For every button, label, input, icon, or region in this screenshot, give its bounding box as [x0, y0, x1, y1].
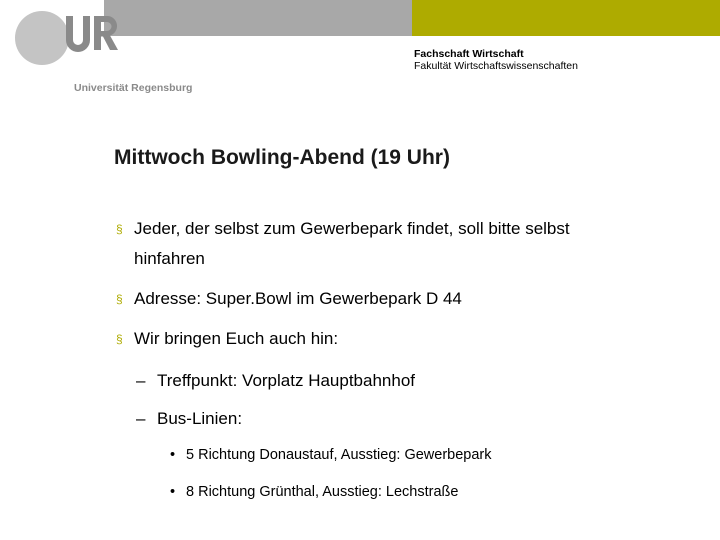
sub-sub-bullet-text: 8 Richtung Grünthal, Ausstieg: Lechstraße — [186, 484, 459, 500]
slide-title: Mittwoch Bowling-Abend (19 Uhr) — [114, 146, 450, 169]
bullet-item — [114, 324, 694, 354]
bullet-item — [114, 284, 694, 314]
sub-bullet-item — [114, 368, 694, 394]
header-line-1: Fachschaft Wirtschaft — [414, 48, 524, 60]
bullet-list — [114, 214, 694, 503]
ur-logo-mark-icon — [14, 6, 124, 76]
header-line-2: Fakultät Wirtschaftswissenschaften — [414, 60, 578, 72]
dot-marker-icon: • — [170, 447, 176, 463]
bullet-text: Wir bringen Euch auch hin: — [134, 329, 339, 348]
bullet-text-continuation: hinfahren — [134, 249, 205, 268]
sub-sub-bullet-item — [114, 481, 694, 503]
bullet-text: Jeder, der selbst zum Gewerbepark findet, soll bitte selbst — [134, 219, 570, 238]
dot-marker-icon: • — [170, 484, 176, 500]
sub-bullet-text: Treffpunkt: Vorplatz Hauptbahnhof — [157, 371, 416, 390]
sub-sub-bullet-text: 5 Richtung Donaustauf, Ausstieg: Gewerbepark — [186, 447, 492, 463]
bullet-marker-icon: § — [116, 332, 123, 346]
sub-bullet-text: Bus-Linien: — [157, 409, 243, 428]
bullet-marker-icon: § — [116, 222, 123, 236]
bullet-text: Adresse: Super.Bowl im Gewerbepark D 44 — [134, 289, 462, 308]
dash-marker-icon: – — [136, 371, 146, 390]
header-bar-olive — [412, 0, 720, 36]
sub-sub-bullet-item — [114, 444, 694, 466]
university-logo — [14, 6, 204, 92]
sub-bullet-item — [114, 406, 694, 432]
header-text — [414, 48, 578, 72]
bullet-marker-icon: § — [116, 292, 123, 306]
logo-wordmark: Universität Regensburg — [74, 82, 193, 94]
bullet-item — [114, 214, 694, 274]
dash-marker-icon: – — [136, 409, 146, 428]
